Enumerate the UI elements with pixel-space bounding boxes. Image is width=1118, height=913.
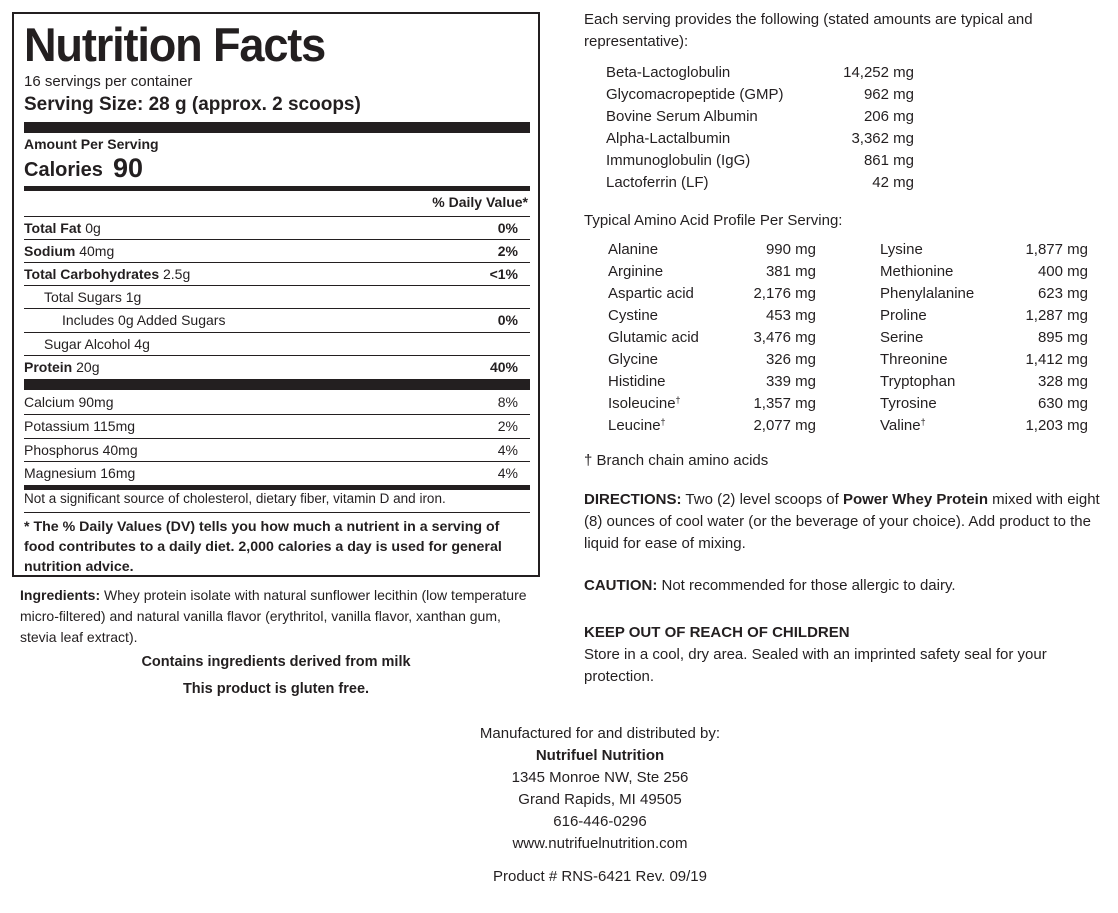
directions-label: DIRECTIONS:: [584, 491, 682, 508]
nutrient-row: [24, 262, 530, 285]
amino-value: 453 mg: [765, 307, 816, 324]
list-item: [606, 106, 914, 128]
amino-value: 381 mg: [765, 263, 816, 280]
thick-divider: [24, 379, 530, 390]
mineral-amount: 115mg: [93, 418, 136, 434]
amino-name: Aspartic acid: [608, 285, 694, 302]
amino-name: Tryptophan: [880, 373, 956, 390]
nutrient-row: [24, 332, 530, 355]
daily-value-header: % Daily Value*: [432, 194, 528, 210]
company-name: Nutrifuel Nutrition: [535, 747, 665, 764]
ingredients-label: Ingredients:: [20, 587, 101, 603]
amino-value: 1,357 mg: [753, 395, 816, 412]
amino-value: 400 mg: [1037, 263, 1088, 280]
list-item: [606, 128, 914, 150]
list-item: [606, 62, 914, 84]
directions: [584, 489, 1104, 555]
bcaa-mark: †: [660, 417, 666, 427]
amino-name: Glutamic acid: [608, 329, 699, 346]
nutrient-label: Sugar Alcohol: [44, 336, 131, 352]
bcaa-mark: †: [920, 417, 926, 427]
mineral-label: Magnesium: [24, 465, 97, 481]
amino-name: Proline: [880, 307, 927, 324]
product-name: Power Whey Protein: [842, 491, 988, 508]
amino-name: Lysine: [880, 241, 923, 258]
amino-acid-heading: Typical Amino Acid Profile Per Serving:: [584, 212, 843, 229]
fraction-value: 14,252 mg: [843, 64, 914, 81]
fraction-name: Lactoferrin (LF): [606, 174, 709, 191]
caution: [584, 577, 956, 594]
list-item: [880, 371, 1088, 393]
amino-value: 990 mg: [765, 241, 816, 258]
amino-name: Serine: [880, 329, 924, 346]
nutrient-daily-value: 0%: [497, 220, 518, 236]
nutrient-amount: 2.5g: [163, 266, 191, 282]
nutrient-label: Total Fat: [24, 220, 82, 236]
list-item: [608, 327, 816, 349]
nutrient-row: [24, 355, 530, 378]
amino-value: 3,476 mg: [753, 329, 816, 346]
nutrient-row: [24, 308, 530, 331]
list-item: [608, 305, 816, 327]
serving-size: Serving Size: 28 g (approx. 2 scoops): [24, 94, 361, 115]
amino-name: Tyrosine: [880, 395, 937, 412]
fraction-value: 206 mg: [863, 108, 914, 125]
fraction-name: Immunoglobulin (IgG): [606, 152, 751, 169]
nutrient-daily-value: 0%: [497, 312, 518, 328]
list-item: [608, 415, 816, 437]
amino-name: Arginine: [608, 263, 664, 280]
list-item: [880, 283, 1088, 305]
amino-name: Methionine: [880, 263, 954, 280]
nutrient-daily-value: 40%: [489, 359, 518, 375]
address-line-2: Grand Rapids, MI 49505: [518, 791, 682, 808]
nutrient-label: Sodium: [24, 243, 76, 259]
list-item: [880, 261, 1088, 283]
mineral-amount: 90mg: [78, 394, 114, 410]
amino-value: 895 mg: [1037, 329, 1088, 346]
list-item: [880, 239, 1088, 261]
list-item: [608, 239, 816, 261]
amino-acid-list-right: [880, 239, 1088, 437]
nutrient-amount: 20g: [76, 359, 100, 375]
list-item: [880, 349, 1088, 371]
fraction-name: Bovine Serum Albumin: [606, 108, 758, 125]
nutrient-label: Total Sugars: [44, 289, 122, 305]
amount-per-serving: Amount Per Serving: [24, 136, 159, 152]
nutrient-amount: 1g: [125, 289, 142, 305]
amino-name: Threonine: [880, 351, 948, 368]
list-item: [880, 393, 1088, 415]
nutrient-daily-value: <1%: [489, 266, 518, 282]
list-item: [880, 415, 1088, 437]
product-code: Product # RNS-6421 Rev. 09/19: [492, 868, 707, 885]
list-item: [606, 150, 914, 172]
amino-value: 328 mg: [1037, 373, 1088, 390]
fraction-value: 861 mg: [863, 152, 914, 169]
mineral-amount: 16mg: [100, 465, 136, 481]
mineral-daily-value: 8%: [497, 394, 518, 410]
mineral-row: [24, 461, 530, 484]
amino-name: Alanine: [608, 241, 659, 258]
list-item: [606, 84, 914, 106]
amino-name: Isoleucine: [608, 395, 676, 412]
nutrient-label: Protein: [24, 359, 73, 375]
mineral-daily-value: 4%: [497, 442, 518, 458]
list-item: [880, 327, 1088, 349]
ingredients-text: Whey protein isolate with natural sunflower lecithin (low temperature micro-filtered) and natural vanilla flavor (erythritol, vanilla flavor, xanthan gum, stevia leaf extract).: [20, 587, 527, 645]
list-item: [608, 349, 816, 371]
nutrient-row: [24, 239, 530, 262]
mineral-row: [24, 391, 530, 414]
mineral-amount: 40mg: [102, 442, 138, 458]
nutrition-facts-title: Nutrition Facts: [24, 18, 326, 71]
phone-number: 616-446-0296: [553, 813, 647, 830]
nutrition-facts-panel: [12, 12, 540, 577]
amino-name: Leucine: [608, 417, 661, 434]
amino-name: Cystine: [608, 307, 659, 324]
caution-text: Not recommended for those allergic to dairy.: [657, 577, 956, 594]
directions-text-continued: mixed with eight (8) ounces of cool water (or the beverage of your choice). Add product to the liquid for ease of mixing.: [584, 491, 1100, 552]
directions-text: Two (2) level scoops of: [681, 491, 843, 508]
nutrient-row: [24, 216, 530, 239]
daily-value-footnote: * The % Daily Values (DV) tells you how much a nutrient in a serving of food contributes to a daily diet. 2,000 calories a day is used for general nutrition advice.: [24, 519, 502, 575]
nutrient-label: Total Carbohydrates: [24, 266, 160, 282]
nutrient-amount: 0g: [85, 220, 101, 236]
nutrient-amount: 40mg: [79, 243, 115, 259]
allergen-statement: Contains ingredients derived from milk: [141, 654, 411, 670]
amino-value: 1,877 mg: [1025, 241, 1088, 258]
amino-acid-list-left: [608, 239, 816, 437]
amino-value: 1,287 mg: [1025, 307, 1088, 324]
protein-fractions-list: [606, 62, 914, 194]
fraction-name: Glycomacropeptide (GMP): [606, 86, 784, 103]
calories-label: Calories: [24, 159, 103, 181]
amino-name: Glycine: [608, 351, 659, 368]
storage-section: [584, 622, 1104, 688]
nutrient-label: Includes 0g Added Sugars: [62, 312, 226, 328]
amino-value: 2,176 mg: [753, 285, 816, 302]
mineral-daily-value: 4%: [497, 465, 518, 481]
calories-value: 90: [113, 153, 144, 183]
medium-divider: [24, 485, 530, 490]
gluten-statement: This product is gluten free.: [182, 681, 370, 697]
list-item: [608, 393, 816, 415]
amino-value: 339 mg: [765, 373, 816, 390]
manufacturer-block: [400, 723, 800, 855]
not-significant-note: Not a significant source of cholesterol, dietary fiber, vitamin D and iron.: [24, 491, 446, 506]
mineral-row: [24, 414, 530, 437]
list-item: [608, 371, 816, 393]
amino-value: 623 mg: [1037, 285, 1088, 302]
mineral-label: Potassium: [24, 418, 90, 434]
fraction-name: Beta-Lactoglobulin: [606, 64, 731, 81]
address-line-1: 1345 Monroe NW, Ste 256: [511, 769, 689, 786]
nutrient-row: [24, 285, 530, 308]
list-item: [880, 305, 1088, 327]
manufacturer-intro: Manufactured for and distributed by:: [479, 725, 721, 742]
storage-text: Store in a cool, dry area. Sealed with an imprinted safety seal for your protection.: [584, 646, 1047, 685]
thick-divider: [24, 122, 530, 133]
bcaa-mark: †: [675, 395, 681, 405]
servings-per-container: 16 servings per container: [24, 73, 193, 90]
serving-provides-intro: Each serving provides the following (stated amounts are typical and representative):: [584, 11, 1033, 50]
caution-label: CAUTION:: [584, 577, 658, 594]
fraction-value: 962 mg: [863, 86, 914, 103]
bcaa-footnote: † Branch chain amino acids: [584, 452, 769, 469]
mineral-row: [24, 438, 530, 461]
mineral-label: Calcium: [24, 394, 75, 410]
mineral-daily-value: 2%: [497, 418, 518, 434]
ingredients: [20, 585, 535, 648]
amino-name: Valine: [880, 417, 921, 434]
amino-value: 1,412 mg: [1025, 351, 1088, 368]
fraction-value: 42 mg: [872, 174, 914, 191]
amino-value: 326 mg: [765, 351, 816, 368]
nutrient-daily-value: 2%: [497, 243, 518, 259]
fraction-value: 3,362 mg: [851, 130, 914, 147]
list-item: [608, 283, 816, 305]
amino-name: Histidine: [608, 373, 666, 390]
medium-divider: [24, 186, 530, 191]
list-item: [606, 172, 914, 194]
list-item: [608, 261, 816, 283]
thin-divider: [24, 512, 530, 513]
nutrient-amount: 4g: [134, 336, 150, 352]
fraction-name: Alpha-Lactalbumin: [606, 130, 731, 147]
amino-value: 1,203 mg: [1025, 417, 1088, 434]
mineral-label: Phosphorus: [24, 442, 99, 458]
amino-value: 2,077 mg: [753, 417, 816, 434]
amino-value: 630 mg: [1037, 395, 1088, 412]
website: www.nutrifuelnutrition.com: [512, 835, 688, 852]
amino-name: Phenylalanine: [880, 285, 975, 302]
keep-out-heading: KEEP OUT OF REACH OF CHILDREN: [584, 624, 850, 641]
